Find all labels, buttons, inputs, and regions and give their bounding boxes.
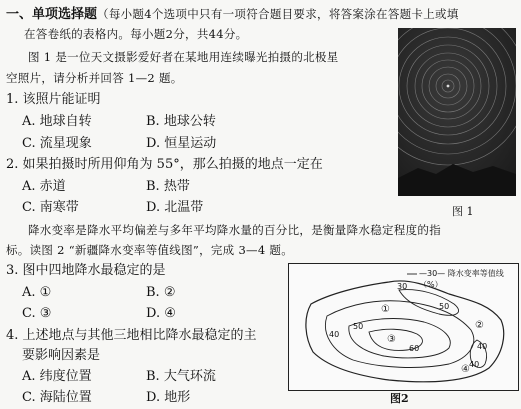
isoline-label-60: 60 — [409, 344, 420, 353]
isoline-label-30: 30 — [397, 282, 408, 291]
q2-stem: 2. 如果拍摄时所用仰角为 55°，那么拍摄的地点一定在 — [6, 157, 323, 172]
q2-option-c[interactable]: C. 南寒带 — [22, 200, 79, 215]
q1-option-d[interactable]: D. 恒星运动 — [146, 136, 217, 151]
intro2-line1: 降水变率是降水平均偏差与多年平均降水量的百分比，是衡量降水稳定程度的指 — [28, 223, 441, 237]
q4-option-d[interactable]: D. 地形 — [146, 390, 191, 405]
q2-option-d[interactable]: D. 北温带 — [146, 200, 204, 215]
intro2-line2: 标。读图 2 “新疆降水变率等值线图”，完成 3—4 题。 — [6, 243, 294, 257]
map-legend: —30— 降水变率等值线（%） — [419, 269, 504, 289]
q4-option-a[interactable]: A. 纬度位置 — [22, 369, 92, 384]
map-point-4: ④ — [461, 364, 470, 375]
star-trail-svg — [398, 28, 516, 196]
q1-option-b[interactable]: B. 地球公转 — [146, 114, 216, 129]
isoline-label-50-west: 50 — [353, 322, 364, 331]
map-point-2: ② — [475, 320, 484, 331]
q3-option-c[interactable]: C. ③ — [22, 306, 52, 321]
q2-option-b[interactable]: B. 热带 — [146, 179, 190, 194]
section-instructions-1: （每小题4个选项中只有一项符合题目要求，将答案涂在答题卡上或填 — [97, 7, 459, 21]
isoline-label-40-west: 40 — [329, 330, 340, 339]
q4-option-b[interactable]: B. 大气环流 — [146, 369, 216, 384]
isoline-label-40-southeast: 40 — [469, 360, 480, 369]
q3-option-d[interactable]: D. ④ — [146, 306, 176, 321]
q1-stem: 1. 该照片能证明 — [6, 92, 101, 107]
map-point-1: ① — [381, 304, 390, 315]
isoline-label-40-east: 40 — [477, 342, 488, 351]
map-point-3: ③ — [387, 334, 396, 345]
q4-stem-line1: 4. 上述地点与其他三地相比降水最稳定的主 — [6, 328, 257, 343]
q4-option-c[interactable]: C. 海陆位置 — [22, 390, 92, 405]
isoline-map — [288, 263, 519, 391]
q3-stem: 3. 图中四地降水最稳定的是 — [6, 263, 166, 278]
section-title: 一、单项选择题 — [6, 7, 98, 22]
star-trail-photo — [398, 28, 516, 196]
q3-option-a[interactable]: A. ① — [22, 285, 52, 300]
q1-option-a[interactable]: A. 地球自转 — [22, 114, 92, 129]
figure2-caption: 图2 — [390, 392, 409, 405]
intro1-line2: 空照片，请分析并回答 1—2 题。 — [6, 71, 183, 85]
isoline-label-50-north: 50 — [439, 302, 450, 311]
intro1-line1: 图 1 是一位天文摄影爱好者在某地用连续曝光拍摄的北极星 — [28, 50, 339, 64]
q1-option-c[interactable]: C. 流星现象 — [22, 136, 92, 151]
q2-option-a[interactable]: A. 赤道 — [22, 179, 66, 194]
figure1-caption: 图 1 — [452, 205, 474, 218]
q4-stem-line2: 要影响因素是 — [22, 348, 101, 363]
section-instructions-2: 在答卷纸的表格内。每小题2分，共44分。 — [24, 27, 248, 41]
q3-option-b[interactable]: B. ② — [146, 285, 176, 300]
section-header — [6, 6, 459, 23]
